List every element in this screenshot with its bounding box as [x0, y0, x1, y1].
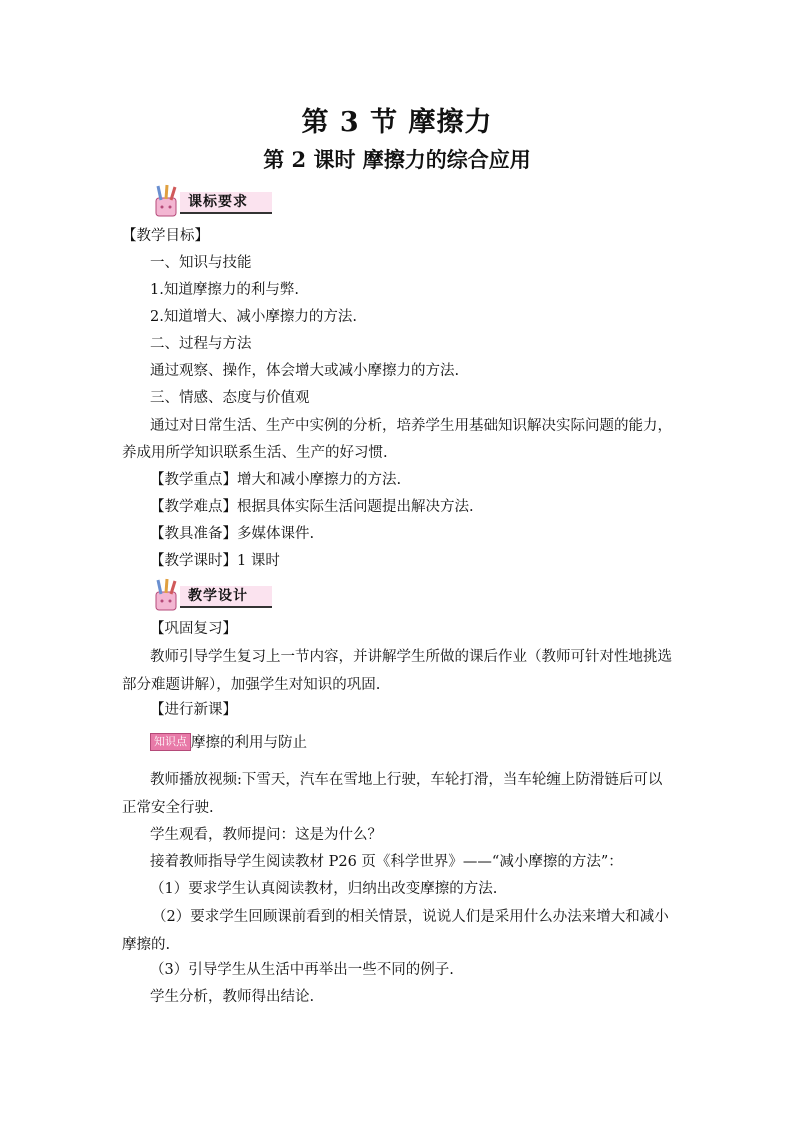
text-line: （3）引导学生从生活中再举出一些不同的例子. — [150, 962, 454, 978]
page-title: 第 3 节 摩擦力 — [301, 107, 493, 138]
paragraph: 教师播放视频:下雪天，汽车在雪地上行驶，车轮打滑，当车轮缠上防滑链后可以正常安全行驶. — [122, 772, 663, 816]
text-line: 一、知识与技能 — [150, 255, 252, 271]
knowledge-point-tag: 知识点 — [150, 733, 191, 751]
paragraph: 通过对日常生活、生产中实例的分析，培养学生用基础知识解决实际问题的能力，养成用所学知识联系生活、生产的好习惯. — [122, 418, 672, 461]
text-line: 学生观看，教师提问：这是为什么？ — [150, 827, 382, 843]
text-line: （1）要求学生认真阅读教材，归纳出改变摩擦的方法. — [150, 881, 498, 897]
pencil-pot-icon — [150, 184, 182, 218]
text-line: 二、过程与方法 — [150, 336, 252, 352]
text-line: 【教学课时】1 课时 — [150, 553, 280, 569]
text-line: 【进行新课】 — [150, 702, 237, 718]
text-line: 【教具准备】多媒体课件. — [150, 526, 315, 542]
knowledge-point-heading — [150, 733, 710, 753]
text-line: 【教学重点】增大和减小摩擦力的方法. — [150, 472, 402, 488]
page-subtitle: 第 2 课时 摩擦力的综合应用 — [263, 147, 531, 172]
text-line: 【教学目标】 — [122, 228, 209, 244]
text-line: 学生分析，教师得出结论. — [150, 989, 315, 1005]
text-line: 2.知道增大、减小摩擦力的方法. — [150, 309, 357, 325]
paragraph: （2）要求学生回顾课前看到的相关情景，说说人们是采用什么办法来增大和减小摩擦的. — [122, 909, 669, 953]
text-line: 通过观察、操作，体会增大或减小摩擦力的方法. — [150, 363, 460, 379]
text-line: 接着教师指导学生阅读教材 P26 页《科学世界》——“减小摩擦的方法”： — [150, 854, 623, 870]
design-banner-label: 教学设计 — [180, 586, 272, 608]
text-line: 【教学难点】根据具体实际生活问题提出解决方法. — [150, 499, 474, 515]
text-line: 【巩固复习】 — [150, 621, 237, 637]
text-line: 1.知道摩擦力的利与弊. — [150, 282, 299, 298]
text-line: 三、情感、态度与价值观 — [150, 390, 310, 406]
paragraph: 教师引导学生复习上一节内容，并讲解学生所做的课后作业（教师可针对性地挑选部分难题讲解），加强学生对知识的巩固. — [122, 649, 672, 693]
pencil-pot-icon — [150, 578, 182, 612]
design-banner — [150, 578, 270, 612]
knowledge-point-title: 摩擦的利用与防止 — [191, 735, 307, 751]
standards-banner-label: 课标要求 — [180, 192, 272, 214]
standards-banner — [150, 184, 270, 218]
